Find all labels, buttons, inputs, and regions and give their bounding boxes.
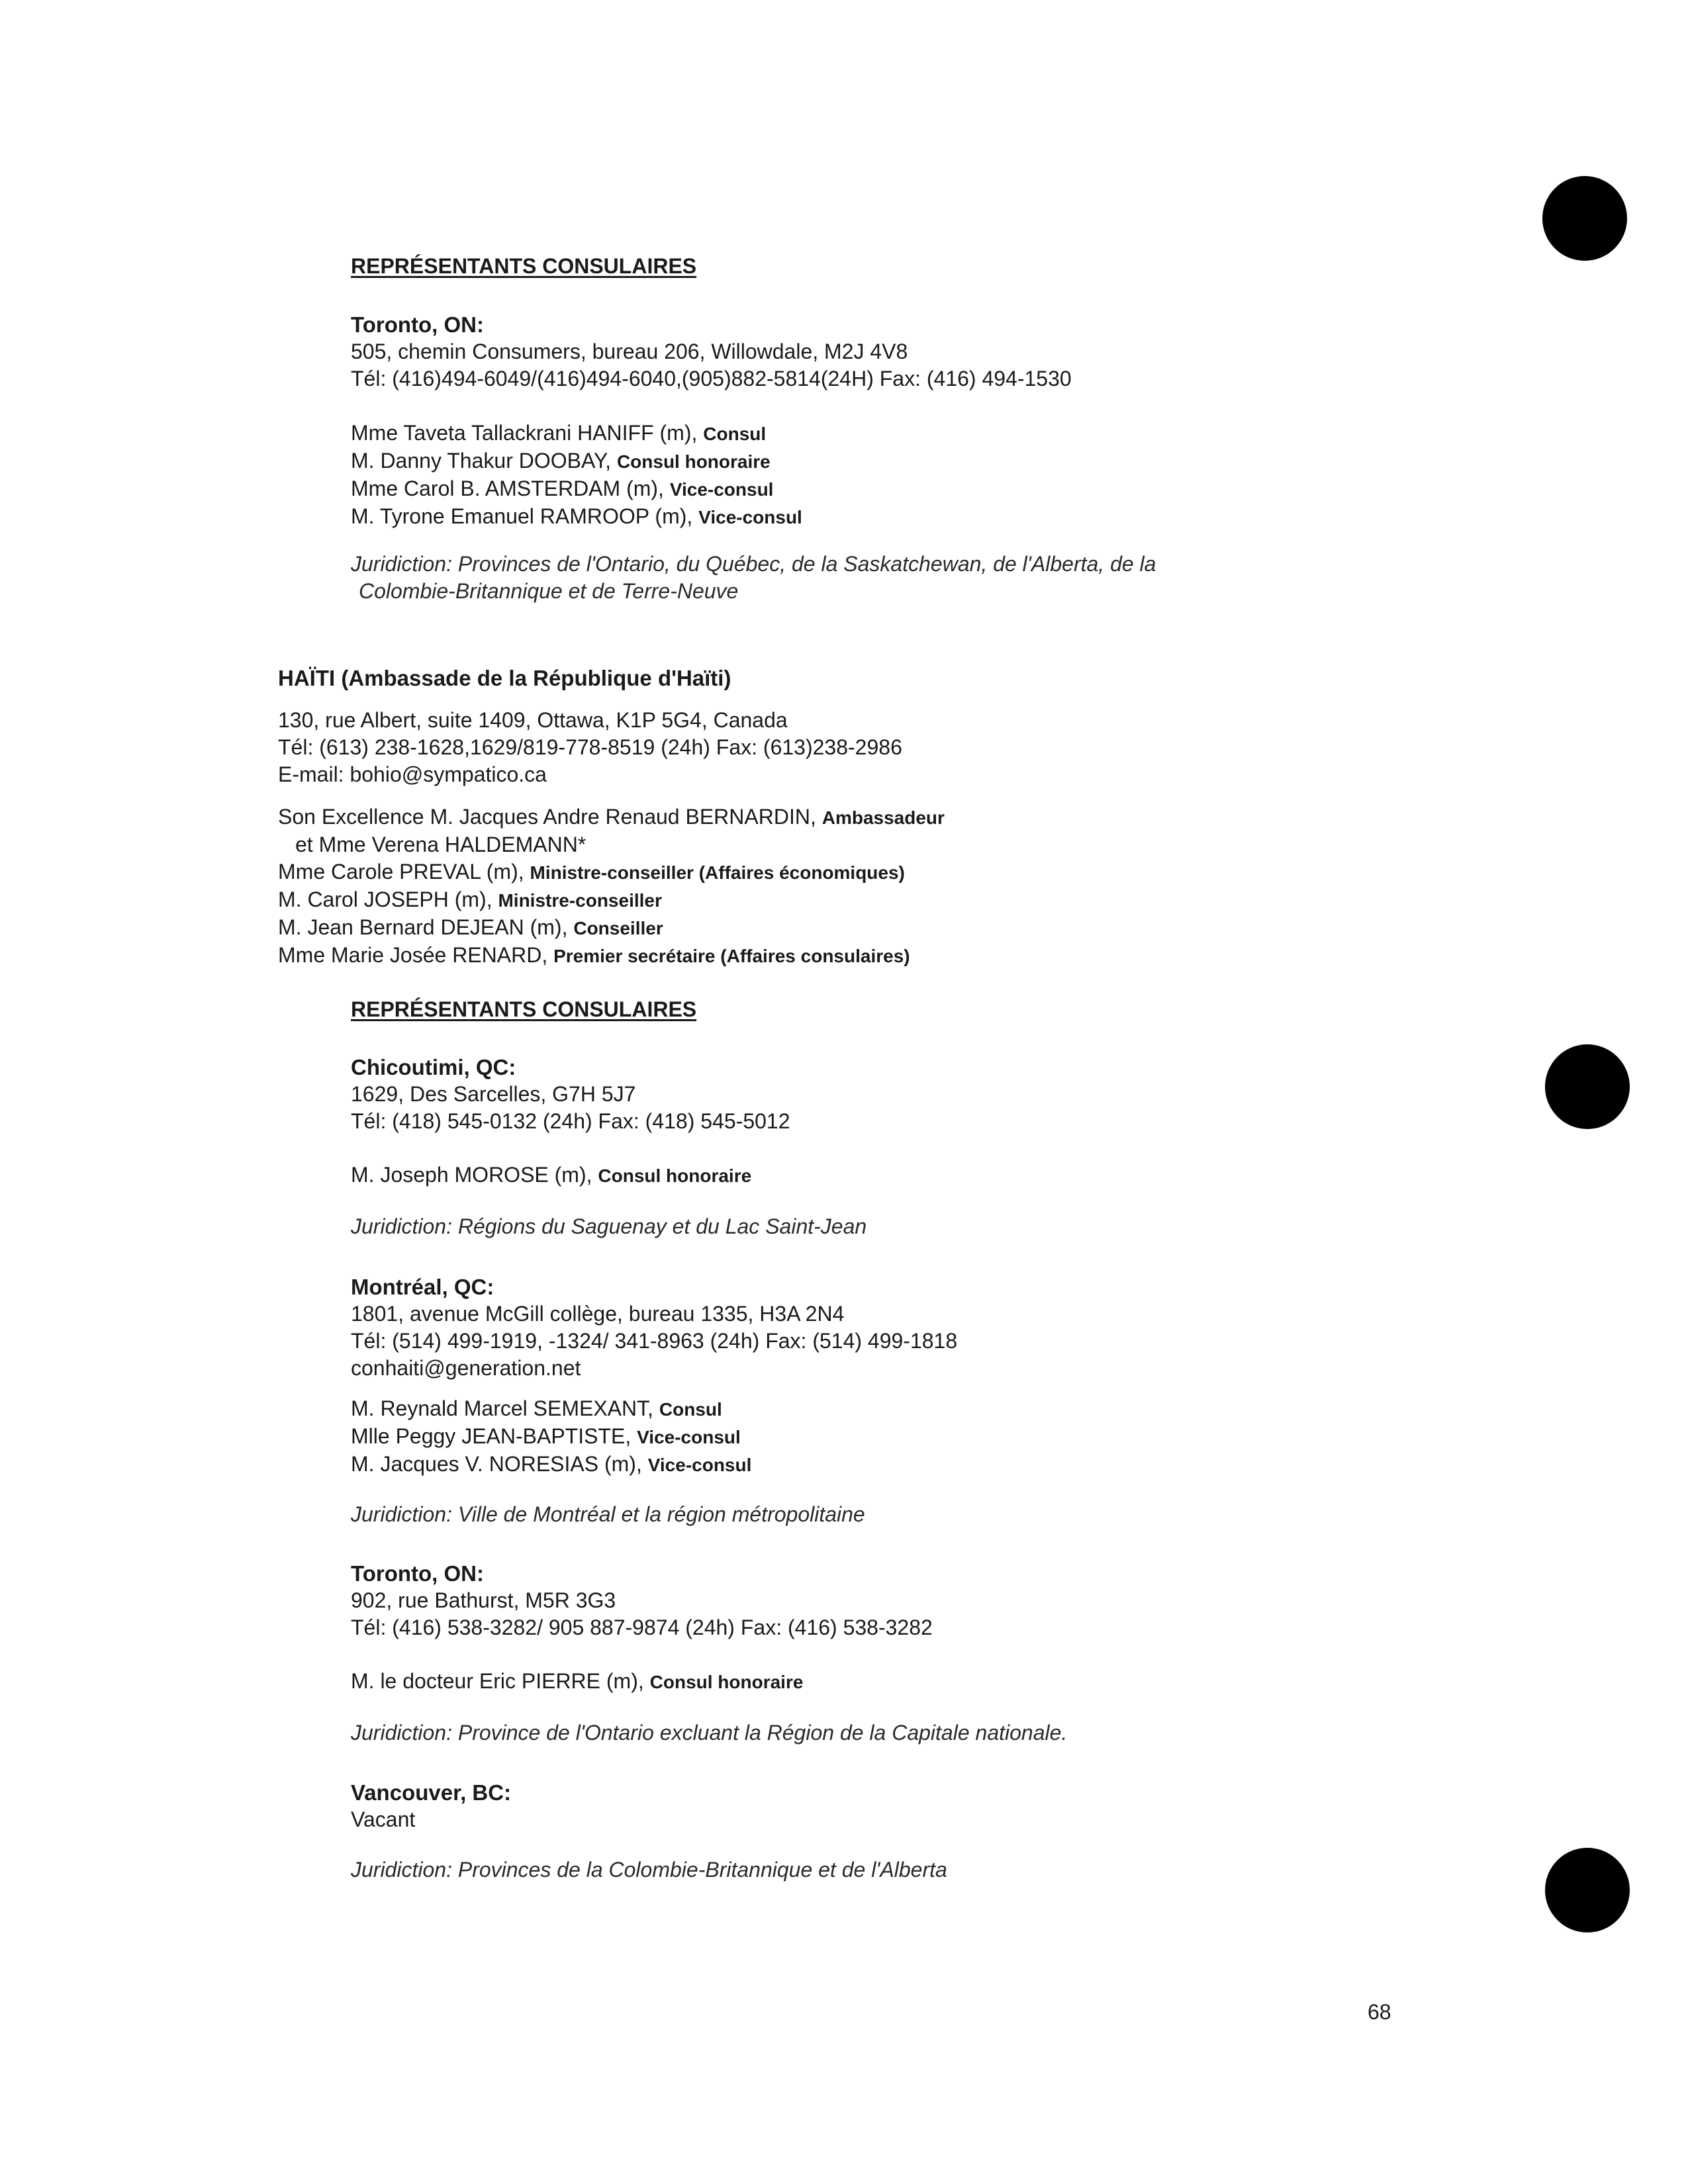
person-name: M. Joseph MOROSE (m),	[351, 1163, 598, 1187]
personnel-entry	[351, 447, 802, 475]
personnel-entry	[351, 1451, 751, 1479]
personnel-entry	[278, 942, 945, 970]
person-role: Consul honoraire	[598, 1165, 752, 1186]
toronto-jurisdiction	[351, 551, 1156, 605]
person-role: Ministre-conseiller (Affaires économiques)	[530, 862, 905, 883]
person-role: Consul honoraire	[616, 451, 771, 472]
page-number: 68	[1368, 2000, 1391, 2024]
phone-line: Tél: (416) 538-3282/ 905 887-9874 (24h) Fax: (416) 538-3282	[351, 1615, 933, 1639]
personnel-entry	[278, 858, 945, 886]
personnel-entry	[351, 475, 802, 503]
city-heading: Vancouver, BC:	[351, 1780, 512, 1805]
punch-hole-middle	[1545, 1044, 1630, 1129]
phone-line: Tél: (514) 499-1919, -1324/ 341-8963 (24h) Fax: (514) 499-1818	[351, 1329, 958, 1353]
person-name: Mme Marie Josée RENARD,	[278, 943, 554, 967]
address-line: 902, rue Bathurst, M5R 3G3	[351, 1588, 616, 1612]
city-heading: Toronto, ON:	[351, 312, 484, 337]
phone-line: Tél: (613) 238-1628,1629/819-778-8519 (24h) Fax: (613)238-2986	[278, 735, 902, 759]
city-heading: Chicoutimi, QC:	[351, 1055, 516, 1079]
toronto-haiti-office-block	[351, 1560, 933, 1641]
personnel-entry	[351, 420, 802, 447]
toronto-personnel-list	[351, 420, 802, 531]
email-line: conhaiti@generation.net	[351, 1356, 581, 1380]
chicoutimi-jurisdiction: Juridiction: Régions du Saguenay et du Lac Saint-Jean	[351, 1214, 867, 1238]
person-name: Mme Carol B. AMSTERDAM (m),	[351, 477, 670, 500]
chicoutimi-personnel	[351, 1161, 751, 1189]
address-line: 1629, Des Sarcelles, G7H 5J7	[351, 1082, 636, 1106]
personnel-entry	[351, 503, 802, 531]
personnel-entry	[351, 1668, 803, 1696]
section-heading-consular-reps: REPRÉSENTANTS CONSULAIRES	[351, 254, 697, 278]
personnel-entry	[278, 914, 945, 942]
punch-hole-bottom	[1545, 1848, 1630, 1933]
phone-line: Tél: (416)494-6049/(416)494-6040,(905)882-5814(24H) Fax: (416) 494-1530	[351, 367, 1072, 390]
person-name: M. Danny Thakur DOOBAY,	[351, 449, 617, 473]
toronto-office-block	[351, 311, 1072, 392]
vancouver-jurisdiction: Juridiction: Provinces de la Colombie-Britannique et de l'Alberta	[351, 1858, 947, 1882]
personnel-entry	[351, 1395, 751, 1423]
country-heading-haiti: HAÏTI (Ambassade de la République d'Haïti)	[278, 666, 731, 690]
person-role: Conseiller	[573, 918, 663, 938]
personnel-entry	[351, 1161, 751, 1189]
section-heading-consular-reps: REPRÉSENTANTS CONSULAIRES	[351, 997, 697, 1021]
person-role: Vice-consul	[637, 1427, 741, 1447]
person-name: M. Carol JOSEPH (m),	[278, 887, 498, 911]
haiti-embassy-contact	[278, 707, 902, 788]
person-name: Son Excellence M. Jacques Andre Renaud BERNARDIN,	[278, 805, 822, 829]
address-line: 1801, avenue McGill collège, bureau 1335, H3A 2N4	[351, 1302, 845, 1326]
vancouver-office-block	[351, 1779, 511, 1833]
personnel-entry	[351, 1423, 751, 1451]
person-role: Consul	[659, 1399, 722, 1420]
person-name: Mme Taveta Tallackrani HANIFF (m),	[351, 421, 704, 445]
toronto-haiti-jurisdiction: Juridiction: Province de l'Ontario excluant la Région de la Capitale nationale.	[351, 1721, 1068, 1745]
vacant-status: Vacant	[351, 1807, 416, 1831]
address-line: 130, rue Albert, suite 1409, Ottawa, K1P 5G4, Canada	[278, 708, 788, 732]
person-name: M. Tyrone Emanuel RAMROOP (m),	[351, 504, 699, 528]
montreal-jurisdiction: Juridiction: Ville de Montréal et la région métropolitaine	[351, 1502, 865, 1526]
person-name: Mme Carole PREVAL (m),	[278, 860, 530, 884]
email-line: E-mail: bohio@sympatico.ca	[278, 762, 547, 786]
address-line: 505, chemin Consumers, bureau 206, Willowdale, M2J 4V8	[351, 340, 908, 363]
person-role: Vice-consul	[647, 1455, 752, 1475]
city-heading: Montréal, QC:	[351, 1275, 494, 1299]
person-name: et Mme Verena HALDEMANN*	[295, 833, 586, 856]
person-role: Vice-consul	[698, 507, 802, 527]
person-role: Vice-consul	[669, 479, 774, 500]
punch-hole-top	[1542, 176, 1627, 261]
person-name: M. le docteur Eric PIERRE (m),	[351, 1669, 650, 1693]
person-role: Ambassadeur	[821, 807, 945, 828]
person-name: M. Jacques V. NORESIAS (m),	[351, 1452, 648, 1476]
person-role: Ministre-conseiller	[498, 890, 662, 911]
chicoutimi-office-block	[351, 1054, 790, 1135]
person-role: Premier secrétaire (Affaires consulaires)	[553, 946, 910, 966]
personnel-entry	[278, 886, 945, 914]
jurisdiction-line: Colombie-Britannique et de Terre-Neuve	[359, 579, 739, 603]
city-heading: Toronto, ON:	[351, 1561, 484, 1586]
person-name: M. Jean Bernard DEJEAN (m),	[278, 915, 574, 939]
personnel-entry-spouse	[278, 831, 945, 858]
person-role: Consul	[703, 424, 767, 444]
montreal-personnel	[351, 1395, 751, 1479]
phone-line: Tél: (418) 545-0132 (24h) Fax: (418) 545-5012	[351, 1109, 790, 1133]
toronto-haiti-personnel	[351, 1668, 803, 1696]
person-name: M. Reynald Marcel SEMEXANT,	[351, 1396, 659, 1420]
person-name: Mlle Peggy JEAN-BAPTISTE,	[351, 1424, 637, 1448]
jurisdiction-line: Juridiction: Provinces de l'Ontario, du Québec, de la Saskatchewan, de l'Alberta, de la	[351, 552, 1156, 576]
montreal-office-block	[351, 1273, 957, 1382]
personnel-entry	[278, 803, 945, 831]
person-role: Consul honoraire	[649, 1672, 804, 1692]
haiti-embassy-personnel	[278, 803, 945, 970]
